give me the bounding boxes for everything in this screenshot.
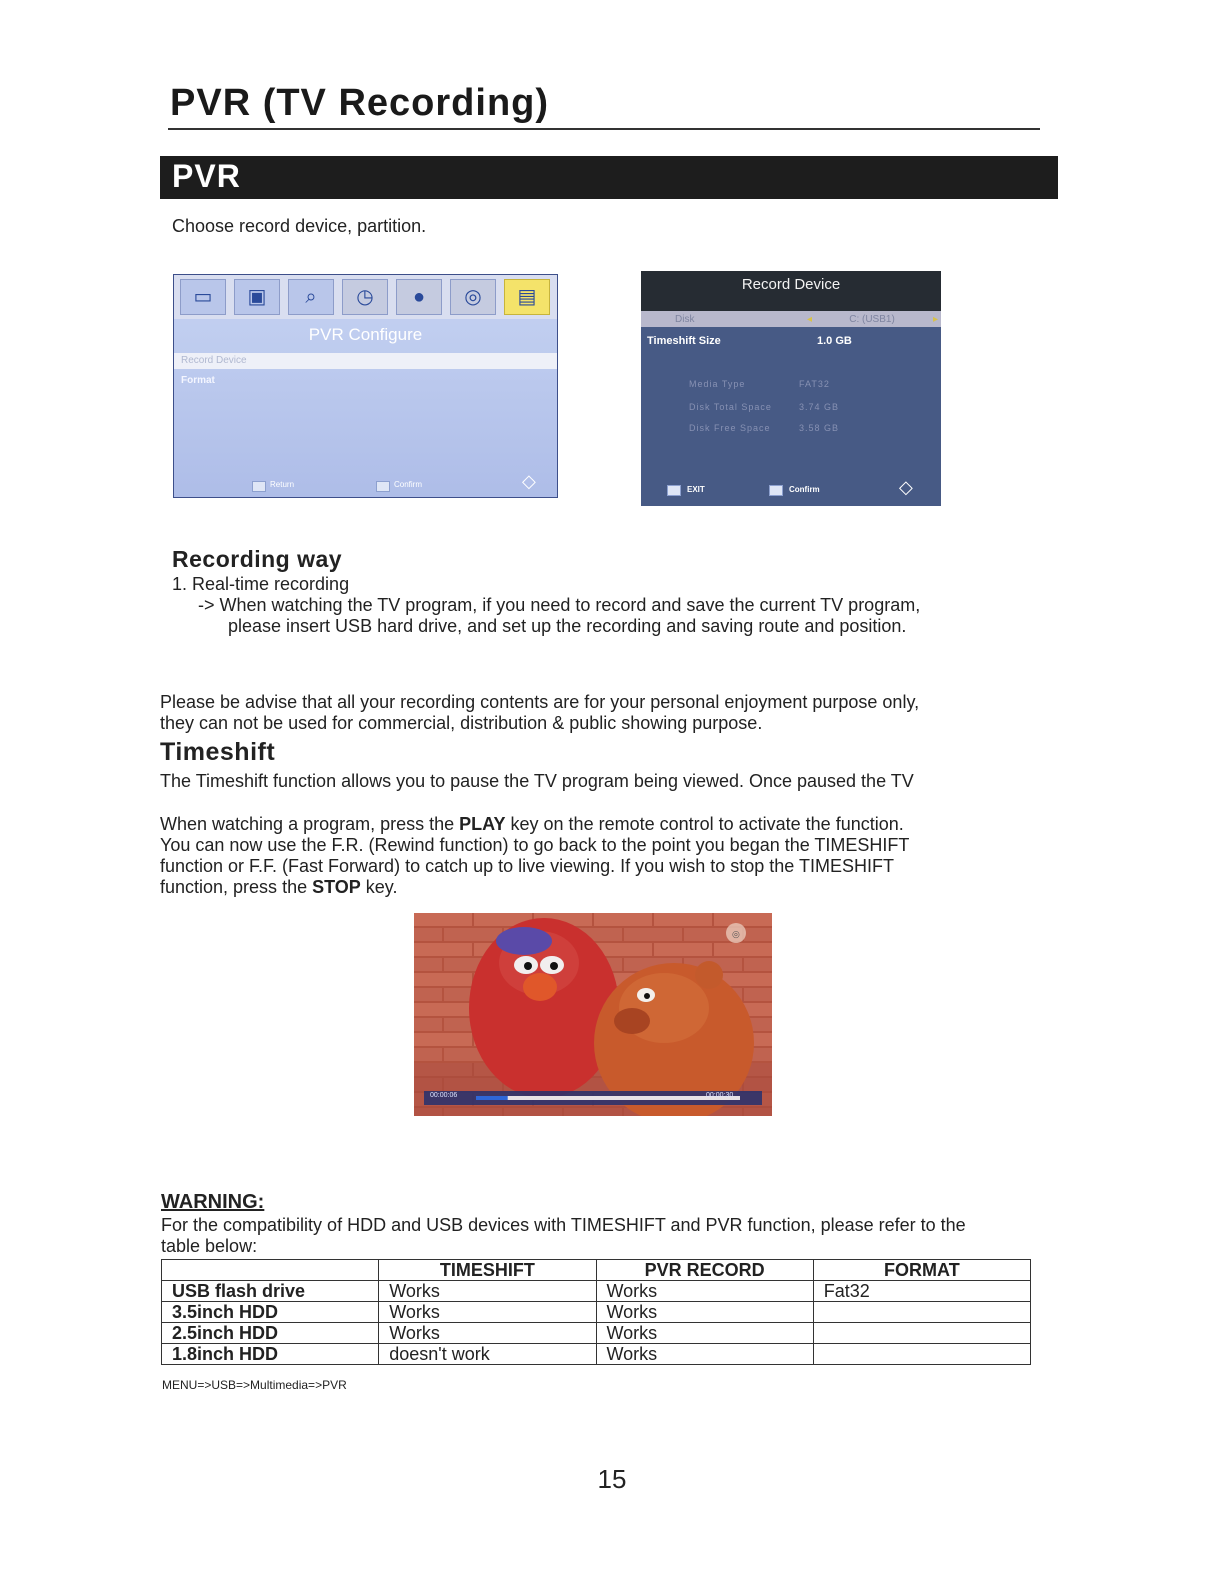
timeshift-paragraph-3: You can now use the F.R. (Rewind function) to go back to the point you began the TIMESHIFT [160,835,910,855]
screen-title: PVR Configure [308,325,423,344]
disk-free-label: Disk Free Space [689,423,771,433]
column-header: PVR RECORD [596,1260,813,1281]
row-header: 3.5inch HDD [162,1302,379,1323]
exit-label: EXIT [687,485,705,494]
stop-key-text: STOP [312,877,361,897]
section-header-bar [160,156,1058,199]
table-cell: Works [596,1302,813,1323]
recording-way-heading: Recording way [172,546,343,572]
timeshift-text: key. [360,877,398,897]
warning-line-1: For the compatibility of HDD and USB devices with TIMESHIFT and PVR function, please refer to the [161,1215,966,1235]
row-header: USB flash drive [162,1281,379,1302]
screen-footer [641,477,941,503]
advise-line-1: Please be advise that all your recording contents are for your personal enjoyment purpose only, [160,692,920,712]
table-cell: Fat32 [813,1281,1030,1302]
table-cell [813,1323,1030,1344]
exit-key-icon [667,485,681,496]
left-arrow-icon: ◂ [807,314,813,325]
navigation-arrows-icon: ◇ [899,477,913,497]
menu-item-format: Format [181,375,215,386]
timeshift-tv-picture [414,913,772,1116]
media-type-label: Media Type [689,379,746,389]
page-number: 15 [597,1464,627,1494]
timeshift-paragraph-2 [160,814,904,835]
warning-line-2: table below: [161,1236,258,1256]
disk-total-label: Disk Total Space [689,402,772,412]
table-cell: Works [596,1281,813,1302]
elapsed-time: 00:00:06 [430,1092,458,1099]
clock-icon: ◷ [342,279,388,315]
navigation-arrows-icon: ◇ [522,471,536,491]
confirm-label: Confirm [789,485,820,494]
timeshift-heading: Timeshift [160,738,276,766]
tv-icon: ⌕ [288,279,334,315]
tv-scene-illustration [414,913,772,1116]
pvr-icon: ▤ [504,279,550,315]
media-type-value: FAT32 [799,379,830,389]
image-icon: ▣ [234,279,280,315]
recording-line-2: please insert USB hard drive, and set up the recording and saving route and position. [228,616,907,636]
confirm-key-icon [769,485,783,496]
section-title: PVR [172,158,241,194]
recording-line-1: -> When watching the TV program, if you need to record and save the current TV program, [198,595,921,615]
table-cell: Works [596,1344,813,1365]
table-row [162,1302,1031,1323]
title-divider [168,128,1040,130]
table-row [162,1344,1031,1365]
return-label: Return [270,480,295,489]
return-key-icon [252,481,266,492]
timeshift-label: Timeshift Size [647,335,721,347]
advise-line-2: they can not be used for commercial, distribution & public showing purpose. [160,713,763,733]
disc-icon: ◎ [450,279,496,315]
record-device-screenshot [641,271,941,506]
table-cell [813,1344,1030,1365]
table-row [162,1281,1031,1302]
total-time: 00:00:30 [706,1092,734,1099]
svg-text:◎: ◎ [732,930,740,940]
column-header: FORMAT [813,1260,1030,1281]
table-cell: doesn't work [379,1344,596,1365]
screen-title: Record Device [641,271,941,311]
timeshift-text: key on the remote control to activate the function. [505,814,904,834]
page-title: PVR (TV Recording) [170,82,550,124]
warning-heading: WARNING: [161,1191,265,1213]
globe-icon: ● [396,279,442,315]
timeshift-paragraph-4: function or F.F. (Fast Forward) to catch up to live viewing. If you wish to stop the TIMESHIFT [160,856,894,876]
disk-free-value: 3.58 GB [799,423,840,433]
table-cell: Works [379,1302,596,1323]
timeshift-text: When watching a program, press the [160,814,460,834]
table-header-row [162,1260,1031,1281]
table-cell: Works [379,1323,596,1344]
confirm-label: Confirm [394,480,423,489]
compatibility-table [161,1259,1031,1365]
picture-icon: ▭ [180,279,226,315]
intro-text: Choose record device, partition. [172,216,427,236]
disk-row [641,311,941,327]
menu-item-record-device: Record Device [174,353,557,369]
menu-icon-bar [174,275,557,319]
column-header: TIMESHIFT [379,1260,596,1281]
menu-path: MENU=>USB=>Multimedia=>PVR [162,1378,347,1392]
table-cell: Works [379,1281,596,1302]
recording-item-1: 1. Real-time recording [172,574,350,594]
disk-total-value: 3.74 GB [799,402,840,412]
timeshift-row [641,333,941,349]
table-cell: Works [596,1323,813,1344]
timeshift-paragraph-1: The Timeshift function allows you to pause the TV program being viewed. Once paused the TV [160,771,914,791]
timeshift-paragraph-5 [160,877,397,898]
row-header: 2.5inch HDD [162,1323,379,1344]
row-header: 1.8inch HDD [162,1344,379,1365]
disk-label: Disk [675,314,695,325]
confirm-key-icon [376,481,390,492]
disk-value-text: C: (USB1) [849,314,895,325]
screen-footer [174,471,557,497]
table-row [162,1323,1031,1344]
column-header [162,1260,379,1281]
timeshift-value: 1.0 GB [817,335,852,347]
timeshift-text: function, press the [160,877,313,897]
play-key-text: PLAY [459,814,506,834]
right-arrow-icon: ▸ [933,314,939,325]
pvr-configure-screenshot [173,274,558,498]
table-cell [813,1302,1030,1323]
